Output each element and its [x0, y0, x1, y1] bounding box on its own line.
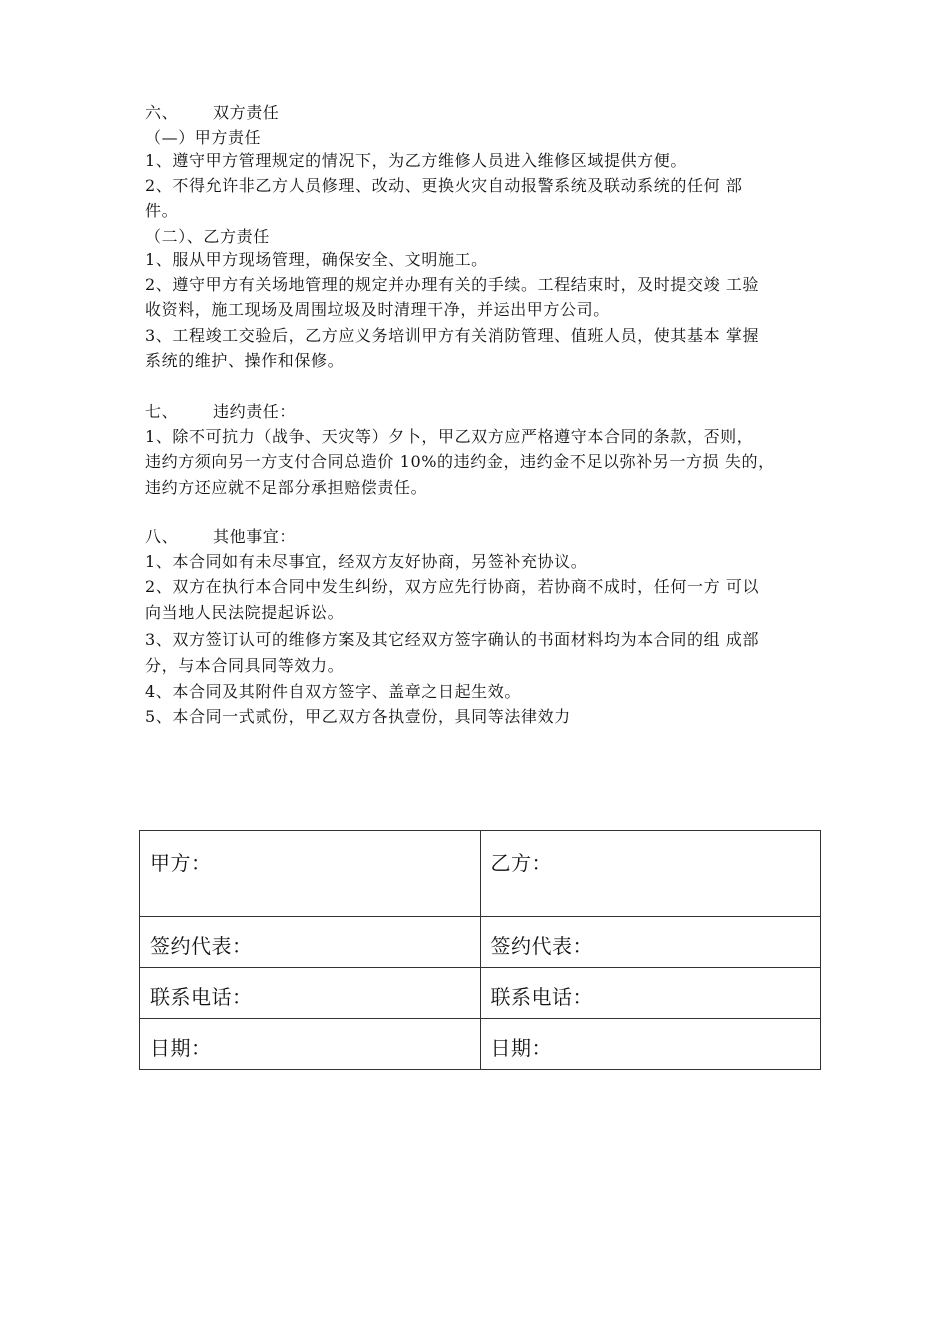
clause-text: 违约方须向另一方支付合同总造价 10%的违约金，违约金不足以弥补另一方损 失的，: [145, 452, 775, 471]
clause-text: 分，与本合同具同等效力。: [145, 656, 345, 675]
clause-text: 3、双方签订认可的维修方案及其它经双方签字确认的书面材料均为本合同的组 成部: [145, 630, 760, 649]
subsection-a-heading: （—）甲方责任: [145, 128, 262, 147]
section-8-number: 八、: [145, 527, 179, 546]
section-6-title: 双方责任: [213, 103, 280, 122]
section-6-heading: [145, 103, 279, 123]
clause-text: 2、遵守甲方有关场地管理的规定并办理有关的手续。工程结束时，及时提交竣 工验: [145, 275, 760, 294]
phone-a-cell[interactable]: 联系电话：: [140, 968, 481, 1019]
clause-text: 系统的维护、操作和保修。: [145, 351, 345, 370]
date-b-cell[interactable]: 日期：: [480, 1019, 821, 1070]
clause-text: 违约方还应就不足部分承担赔偿责任。: [145, 478, 428, 497]
subsection-b-heading: （二）、乙方责任: [145, 227, 270, 246]
clause-text: 1、除不可抗力（战争、天灾等）夕卜，甲乙双方应严格遵守本合同的条款，否则，: [145, 427, 754, 446]
signature-table: [139, 830, 821, 1070]
table-row: [140, 1019, 821, 1070]
clause-text: 收资料，施工现场及周围垃圾及时清理干净，并运出甲方公司。: [145, 300, 610, 319]
rep-a-cell[interactable]: 签约代表：: [140, 917, 481, 968]
clause-text: 5、本合同一式贰份，甲乙双方各执壹份，具同等法律效力: [145, 707, 571, 726]
section-8-title: 其他事宜：: [213, 527, 297, 546]
clause-text: 2、双方在执行本合同中发生纠纷，双方应先行协商，若协商不成时，任何一方 可以: [145, 577, 760, 596]
clause-text: 向当地人民法院提起诉讼。: [145, 603, 345, 622]
clause-text: 4、本合同及其附件自双方签字、盖章之日起生效。: [145, 682, 521, 701]
section-7-title: 违约责任：: [213, 402, 297, 421]
table-row: [140, 831, 821, 917]
clause-text: 1、服从甲方现场管理，确保安全、文明施工。: [145, 250, 488, 269]
section-7-number: 七、: [145, 402, 179, 421]
party-b-cell[interactable]: 乙方：: [480, 831, 821, 917]
table-row: [140, 968, 821, 1019]
party-a-cell[interactable]: 甲方：: [140, 831, 481, 917]
clause-text: 件。: [145, 201, 179, 220]
clause-text: 1、遵守甲方管理规定的情况下，为乙方维修人员进入维修区域提供方便。: [145, 151, 687, 170]
clause-text: 1、本合同如有未尽事宜，经双方友好协商，另签补充协议。: [145, 552, 588, 571]
section-7-heading: [145, 402, 296, 422]
table-row: [140, 917, 821, 968]
section-6-number: 六、: [145, 103, 179, 122]
rep-b-cell[interactable]: 签约代表：: [480, 917, 821, 968]
section-8-heading: [145, 527, 296, 547]
clause-text: 2、不得允许非乙方人员修理、改动、更换火灾自动报警系统及联动系统的任何 部: [145, 176, 743, 195]
date-a-cell[interactable]: 日期：: [140, 1019, 481, 1070]
clause-text: 3、工程竣工交验后，乙方应义务培训甲方有关消防管理、值班人员，使其基本 掌握: [145, 326, 760, 345]
phone-b-cell[interactable]: 联系电话：: [480, 968, 821, 1019]
